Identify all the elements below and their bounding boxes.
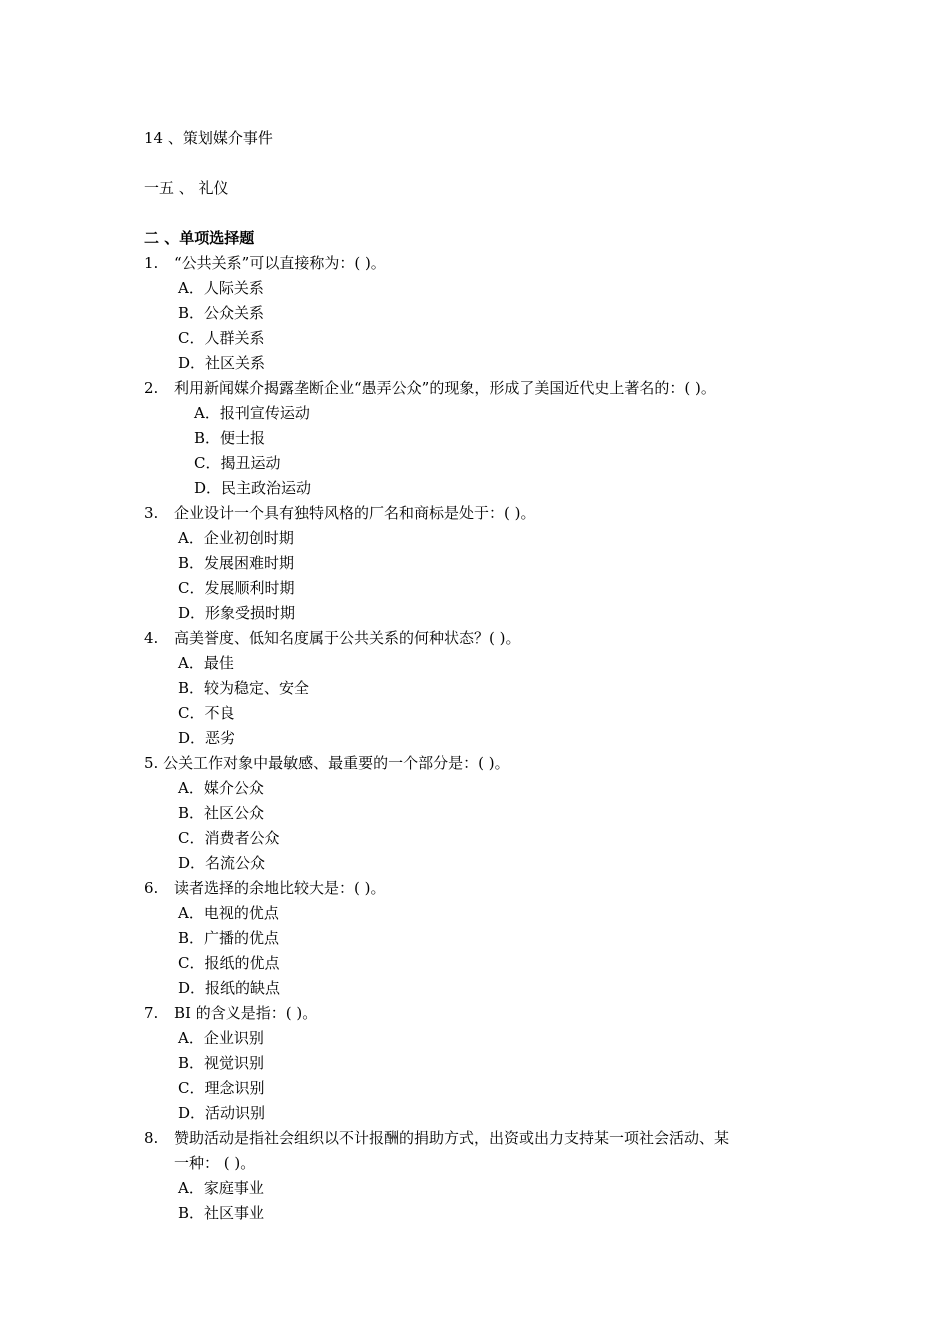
option-8a: A．家庭事业 [178, 1179, 264, 1197]
question-number: 4. [144, 629, 159, 647]
option-7d: D．活动识别 [178, 1104, 266, 1122]
option-4c: C．不良 [178, 704, 235, 722]
option-7c: C．理念识别 [178, 1079, 265, 1097]
question-text: “公共关系”可以直接称为：( )。 [174, 254, 386, 272]
option-4a: A．最佳 [178, 654, 234, 672]
option-6c: C．报纸的优点 [178, 954, 280, 972]
question-text: 赞助活动是指社会组织以不计报酬的捐助方式，出资或出力支持某一项社会活动、某 [174, 1129, 730, 1147]
question-text: BI 的含义是指：( )。 [174, 1004, 318, 1022]
option-6b: B．广播的优点 [178, 929, 280, 947]
question-text: 企业设计一个具有独特风格的厂名和商标是处于：( )。 [174, 504, 536, 522]
option-3b: B．发展困难时期 [178, 554, 295, 572]
question-number: 5. [144, 754, 159, 772]
question-text: 高美誉度、低知名度属于公共关系的何种状态？( )。 [174, 629, 521, 647]
option-2d: D．民主政治运动 [194, 479, 312, 497]
question-2 [144, 378, 716, 398]
question-7 [144, 1003, 317, 1023]
option-7a: A．企业识别 [178, 1029, 264, 1047]
option-6a: A．电视的优点 [178, 904, 279, 922]
question-8-continuation: 一种： ( )。 [174, 1154, 256, 1172]
question-text: 利用新闻媒介揭露垄断企业“愚弄公众”的现象，形成了美国近代史上著名的：( )。 [174, 379, 716, 397]
item-15: 一五 、 礼仪 [144, 179, 229, 197]
question-number: 3. [144, 504, 159, 522]
option-5c: C．消费者公众 [178, 829, 280, 847]
option-2b: B．便士报 [194, 429, 266, 447]
option-1a: A．人际关系 [178, 279, 264, 297]
question-text: 读者选择的余地比较大是：( )。 [174, 879, 386, 897]
question-1 [144, 253, 386, 273]
option-3c: C．发展顺利时期 [178, 579, 295, 597]
question-number: 8. [144, 1129, 159, 1147]
option-5d: D．名流公众 [178, 854, 266, 872]
option-1c: C．人群关系 [178, 329, 265, 347]
question-number: 6. [144, 879, 159, 897]
option-3d: D．形象受损时期 [178, 604, 296, 622]
option-5b: B．社区公众 [178, 804, 265, 822]
question-6 [144, 878, 385, 898]
question-text: 公关工作对象中最敏感、最重要的一个部分是：( )。 [163, 754, 510, 772]
option-5a: A．媒介公众 [178, 779, 264, 797]
item-14: 14 、策划媒介事件 [144, 129, 273, 147]
question-4 [144, 628, 520, 648]
option-2c: C．揭丑运动 [194, 454, 281, 472]
option-6d: D．报纸的缺点 [178, 979, 281, 997]
question-8 [144, 1128, 729, 1148]
section-title: 二 、单项选择题 [144, 229, 255, 247]
option-2a: A．报刊宣传运动 [194, 404, 310, 422]
option-8b: B．社区事业 [178, 1204, 265, 1222]
question-number: 7. [144, 1004, 159, 1022]
option-1b: B．公众关系 [178, 304, 265, 322]
option-7b: B．视觉识别 [178, 1054, 265, 1072]
question-5 [144, 753, 510, 773]
question-number: 1. [144, 254, 159, 272]
option-4b: B．较为稳定、安全 [178, 679, 310, 697]
question-3 [144, 503, 535, 523]
question-number: 2. [144, 379, 159, 397]
option-1d: D．社区关系 [178, 354, 266, 372]
option-3a: A．企业初创时期 [178, 529, 294, 547]
option-4d: D．恶劣 [178, 729, 236, 747]
